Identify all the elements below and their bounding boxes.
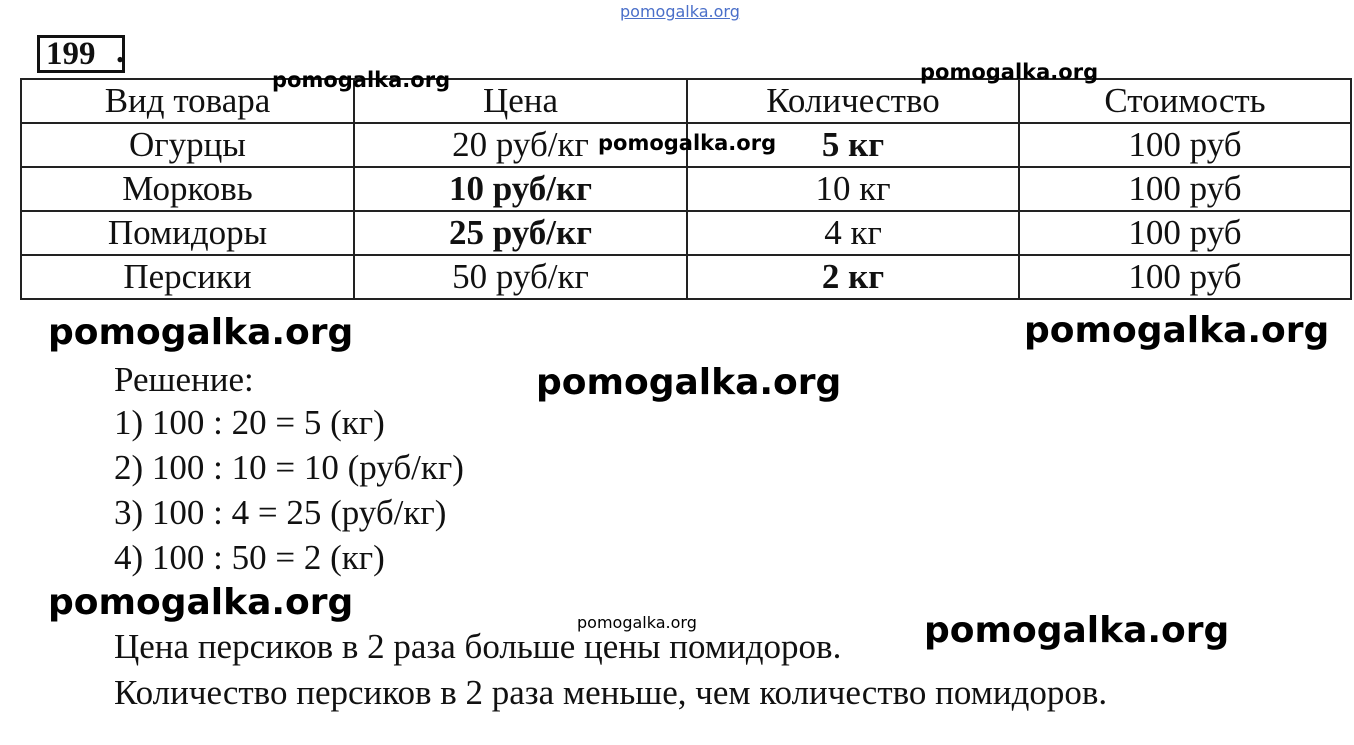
cell-cost: 100 руб [1019,167,1351,211]
cell-name: Персики [21,255,354,299]
watermark: pomogalka.org [48,582,354,623]
header-product: Вид товара [21,79,354,123]
cell-price: 10 руб/кг [354,167,687,211]
goods-table [20,78,1352,300]
cell-price: 50 руб/кг [354,255,687,299]
cell-quantity: 2 кг [687,255,1019,299]
cell-name: Огурцы [21,123,354,167]
cell-cost: 100 руб [1019,123,1351,167]
header-price: Цена [354,79,687,123]
watermark-link[interactable]: pomogalka.org [620,2,740,21]
watermark: pomogalka.org [1024,310,1330,351]
solution-step-4: 4) 100 : 50 = 2 (кг) [114,538,385,577]
cell-cost: 100 руб [1019,211,1351,255]
watermark: pomogalka.org [924,610,1230,651]
cell-price: 25 руб/кг [354,211,687,255]
conclusion-line-1: Цена персиков в 2 раза больше цены помидоров. [114,627,842,666]
watermark: pomogalka.org [48,312,354,353]
watermark: pomogalka.org [536,362,842,403]
cell-price: 20 руб/кг [354,123,687,167]
cell-name: Помидоры [21,211,354,255]
conclusion-line-2: Количество персиков в 2 раза меньше, чем количество помидоров. [114,673,1108,712]
task-number-box: 199 [37,35,125,73]
cell-cost: 100 руб [1019,255,1351,299]
cell-quantity: 10 кг [687,167,1019,211]
watermark: pomogalka.org [920,60,1099,84]
task-number-dot: . [116,34,125,70]
solution-step-2: 2) 100 : 10 = 10 (руб/кг) [114,448,464,487]
solution-step-3: 3) 100 : 4 = 25 (руб/кг) [114,493,447,532]
solution-step-1: 1) 100 : 20 = 5 (кг) [114,403,385,442]
header-quantity: Количество [687,79,1019,123]
table-header-row [21,79,1351,123]
watermark: pomogalka.org [272,68,451,92]
table-row [21,167,1351,211]
table-row [21,255,1351,299]
table-row [21,211,1351,255]
watermark: pomogalka.org [577,613,697,632]
cell-name: Морковь [21,167,354,211]
header-cost: Стоимость [1019,79,1351,123]
watermark: pomogalka.org [598,131,777,155]
solution-heading: Решение: [114,360,254,399]
cell-quantity: 4 кг [687,211,1019,255]
cell-quantity: 5 кг [687,123,1019,167]
